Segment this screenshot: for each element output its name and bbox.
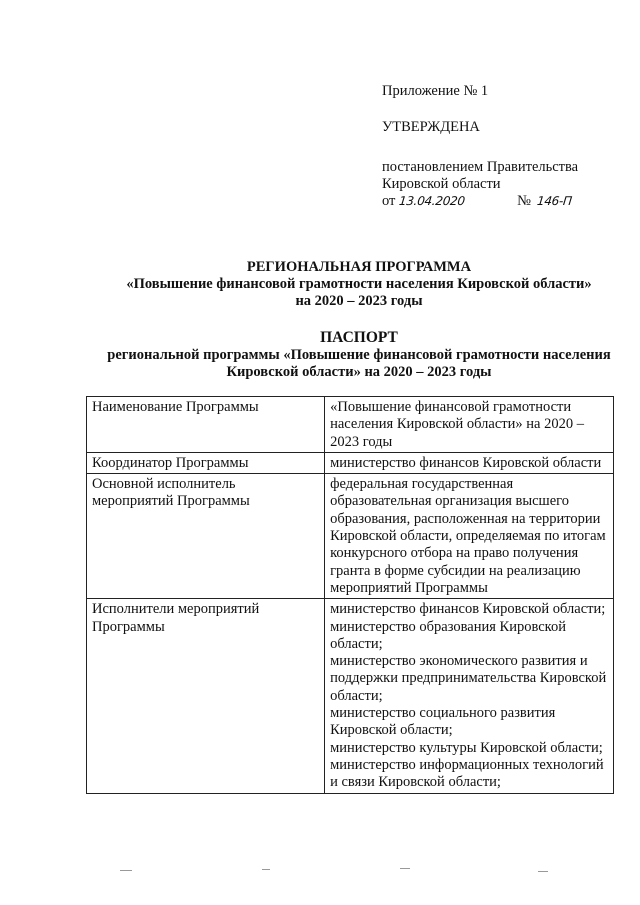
- approval-block: [382, 83, 632, 210]
- scan-mark: [538, 871, 548, 872]
- scan-mark: [400, 868, 410, 869]
- handwritten-date: 13.04.2020: [398, 194, 466, 208]
- row-label: Исполнители мероприятий Программы: [87, 599, 325, 793]
- row-value: «Повышение финансовой грамотности населения Кировской области» на 2020 – 2023 годы: [325, 397, 614, 453]
- program-title-line3: на 2020 – 2023 годы: [295, 293, 423, 309]
- scan-mark: [120, 870, 132, 871]
- resolution-date-row: [382, 193, 632, 210]
- row-label: Основной исполнитель мероприятий Программы: [87, 474, 325, 599]
- table-row: [87, 599, 614, 793]
- table-row: [87, 474, 614, 599]
- list-item: министерство финансов Кировской области;: [330, 601, 606, 618]
- passport-subtitle-line1: региональной программы «Повышение финансовой грамотности населения: [107, 347, 611, 363]
- approved-stamp-text: УТВЕРЖДЕНА: [382, 119, 480, 135]
- handwritten-number: 146-П: [536, 194, 573, 208]
- program-title-line2: «Повышение финансовой грамотности населения Кировской области»: [126, 276, 592, 292]
- table-row: [87, 397, 614, 453]
- approved-by-line1: постановлением Правительства: [382, 159, 579, 175]
- approved-by-line2: Кировской области: [382, 176, 501, 192]
- list-item: министерство экономического развития и поддержки предпринимательства Кировской области;: [330, 653, 607, 704]
- executors-list: [325, 599, 614, 793]
- date-prefix: от: [382, 193, 396, 209]
- row-value: министерство финансов Кировской области: [325, 452, 614, 473]
- list-item: министерство образования Кировской области;: [330, 618, 566, 652]
- passport-subtitle-line2: Кировской области» на 2020 – 2023 годы: [226, 364, 492, 380]
- appendix-label: Приложение № 1: [382, 83, 489, 99]
- passport-heading: [80, 329, 638, 381]
- passport-table: [86, 396, 614, 794]
- passport-title: ПАСПОРТ: [320, 329, 398, 346]
- row-value: федеральная государственная образовательная организация высшего образования, расположенная на территории Кировской области, определяемая по итогам конкурсного отбора на право получения гранта в форме субсидии на реализацию мероприятий Программы: [325, 474, 614, 599]
- number-label: №: [517, 193, 531, 209]
- list-item: министерство социального развития Кировской области;: [330, 705, 556, 739]
- list-item: министерство информационных технологий и связи Кировской области;: [330, 756, 604, 791]
- table-row: [87, 452, 614, 473]
- program-title-line1: РЕГИОНАЛЬНАЯ ПРОГРАММА: [246, 259, 472, 275]
- list-item: министерство культуры Кировской области;: [330, 739, 603, 756]
- scan-mark: [262, 869, 270, 870]
- program-title: [80, 259, 638, 310]
- row-label: Координатор Программы: [87, 452, 325, 473]
- row-label: Наименование Программы: [87, 397, 325, 453]
